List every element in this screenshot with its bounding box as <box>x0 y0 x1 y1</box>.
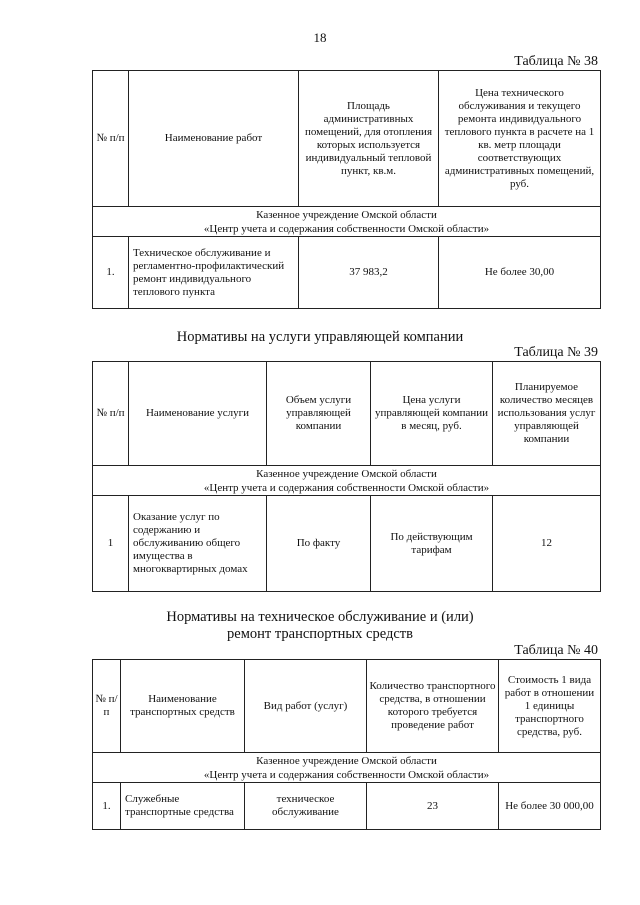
table-40-heading <box>0 609 640 643</box>
page-number: 18 <box>313 30 327 45</box>
row-volume: По факту <box>267 496 371 592</box>
table-38-label: Таблица № 38 <box>514 54 598 69</box>
header-work-name: Наименование работ <box>129 71 299 207</box>
table-40-label: Таблица № 40 <box>514 643 598 658</box>
header-number: № п/п <box>93 660 121 753</box>
table-39-label: Таблица № 39 <box>514 345 598 360</box>
header-price: Цена технического обслуживания и текущего ремонта индивидуального теплового пункта в расчете на 1 кв. метр площади соответствующих административных помещений, руб. <box>439 71 601 207</box>
row-work-type: техническое обслуживание <box>245 783 367 830</box>
organization-line-2: «Центр учета и содержания собственности Омской области» <box>203 222 490 235</box>
row-number: 1. <box>93 237 129 309</box>
row-vehicle-name: Служебные транспортные средства <box>121 783 245 830</box>
row-vehicle-count: 23 <box>367 783 499 830</box>
header-cost: Стоимость 1 вида работ в отношении 1 единицы транспортного средства, руб. <box>499 660 601 753</box>
row-months: 12 <box>493 496 601 592</box>
table-40-heading-line-2: ремонт транспортных средств <box>227 626 413 642</box>
organization-row <box>93 753 601 783</box>
table-39 <box>92 361 601 592</box>
header-price: Цена услуги управляющей компании в месяц, руб. <box>371 362 493 466</box>
organization-line-1: Казенное учреждение Омской области <box>256 208 437 221</box>
organization-line-1: Казенное учреждение Омской области <box>256 467 437 480</box>
table-40 <box>92 659 601 830</box>
header-volume: Объем услуги управляющей компании <box>267 362 371 466</box>
header-number: № п/п <box>93 362 129 466</box>
header-vehicle-name: Наименование транспортных средств <box>121 660 245 753</box>
row-cost: Не более 30 000,00 <box>499 783 601 830</box>
header-vehicle-count: Количество транспортного средства, в отношении которого требуется проведение работ <box>367 660 499 753</box>
row-area: 37 983,2 <box>299 237 439 309</box>
header-area: Площадь административных помещений, для отопления которых используется индивидуальный тепловой пункт, кв.м. <box>299 71 439 207</box>
organization-line-1: Казенное учреждение Омской области <box>256 754 437 767</box>
organization-row <box>93 207 601 237</box>
organization-line-2: «Центр учета и содержания собственности Омской области» <box>203 768 490 781</box>
organization-line-2: «Центр учета и содержания собственности Омской области» <box>203 481 490 494</box>
table-40-heading-line-1: Нормативы на техническое обслуживание и (или) <box>166 609 474 625</box>
row-work-name: Техническое обслуживание и регламентно-профилактический ремонт индивидуального теплового пункта <box>129 237 299 309</box>
header-service-name: Наименование услуги <box>129 362 267 466</box>
table-38 <box>92 70 601 309</box>
header-work-type: Вид работ (услуг) <box>245 660 367 753</box>
row-service-name: Оказание услуг по содержанию и обслуживанию общего имущества в многоквартирных домах <box>129 496 267 592</box>
header-number: № п/п <box>93 71 129 207</box>
row-price: Не более 30,00 <box>439 237 601 309</box>
row-number: 1. <box>93 783 121 830</box>
row-price: По действующим тарифам <box>371 496 493 592</box>
header-months: Планируемое количество месяцев использования услуг управляющей компании <box>493 362 601 466</box>
organization-row <box>93 466 601 496</box>
table-39-heading: Нормативы на услуги управляющей компании <box>176 329 464 345</box>
row-number: 1 <box>93 496 129 592</box>
